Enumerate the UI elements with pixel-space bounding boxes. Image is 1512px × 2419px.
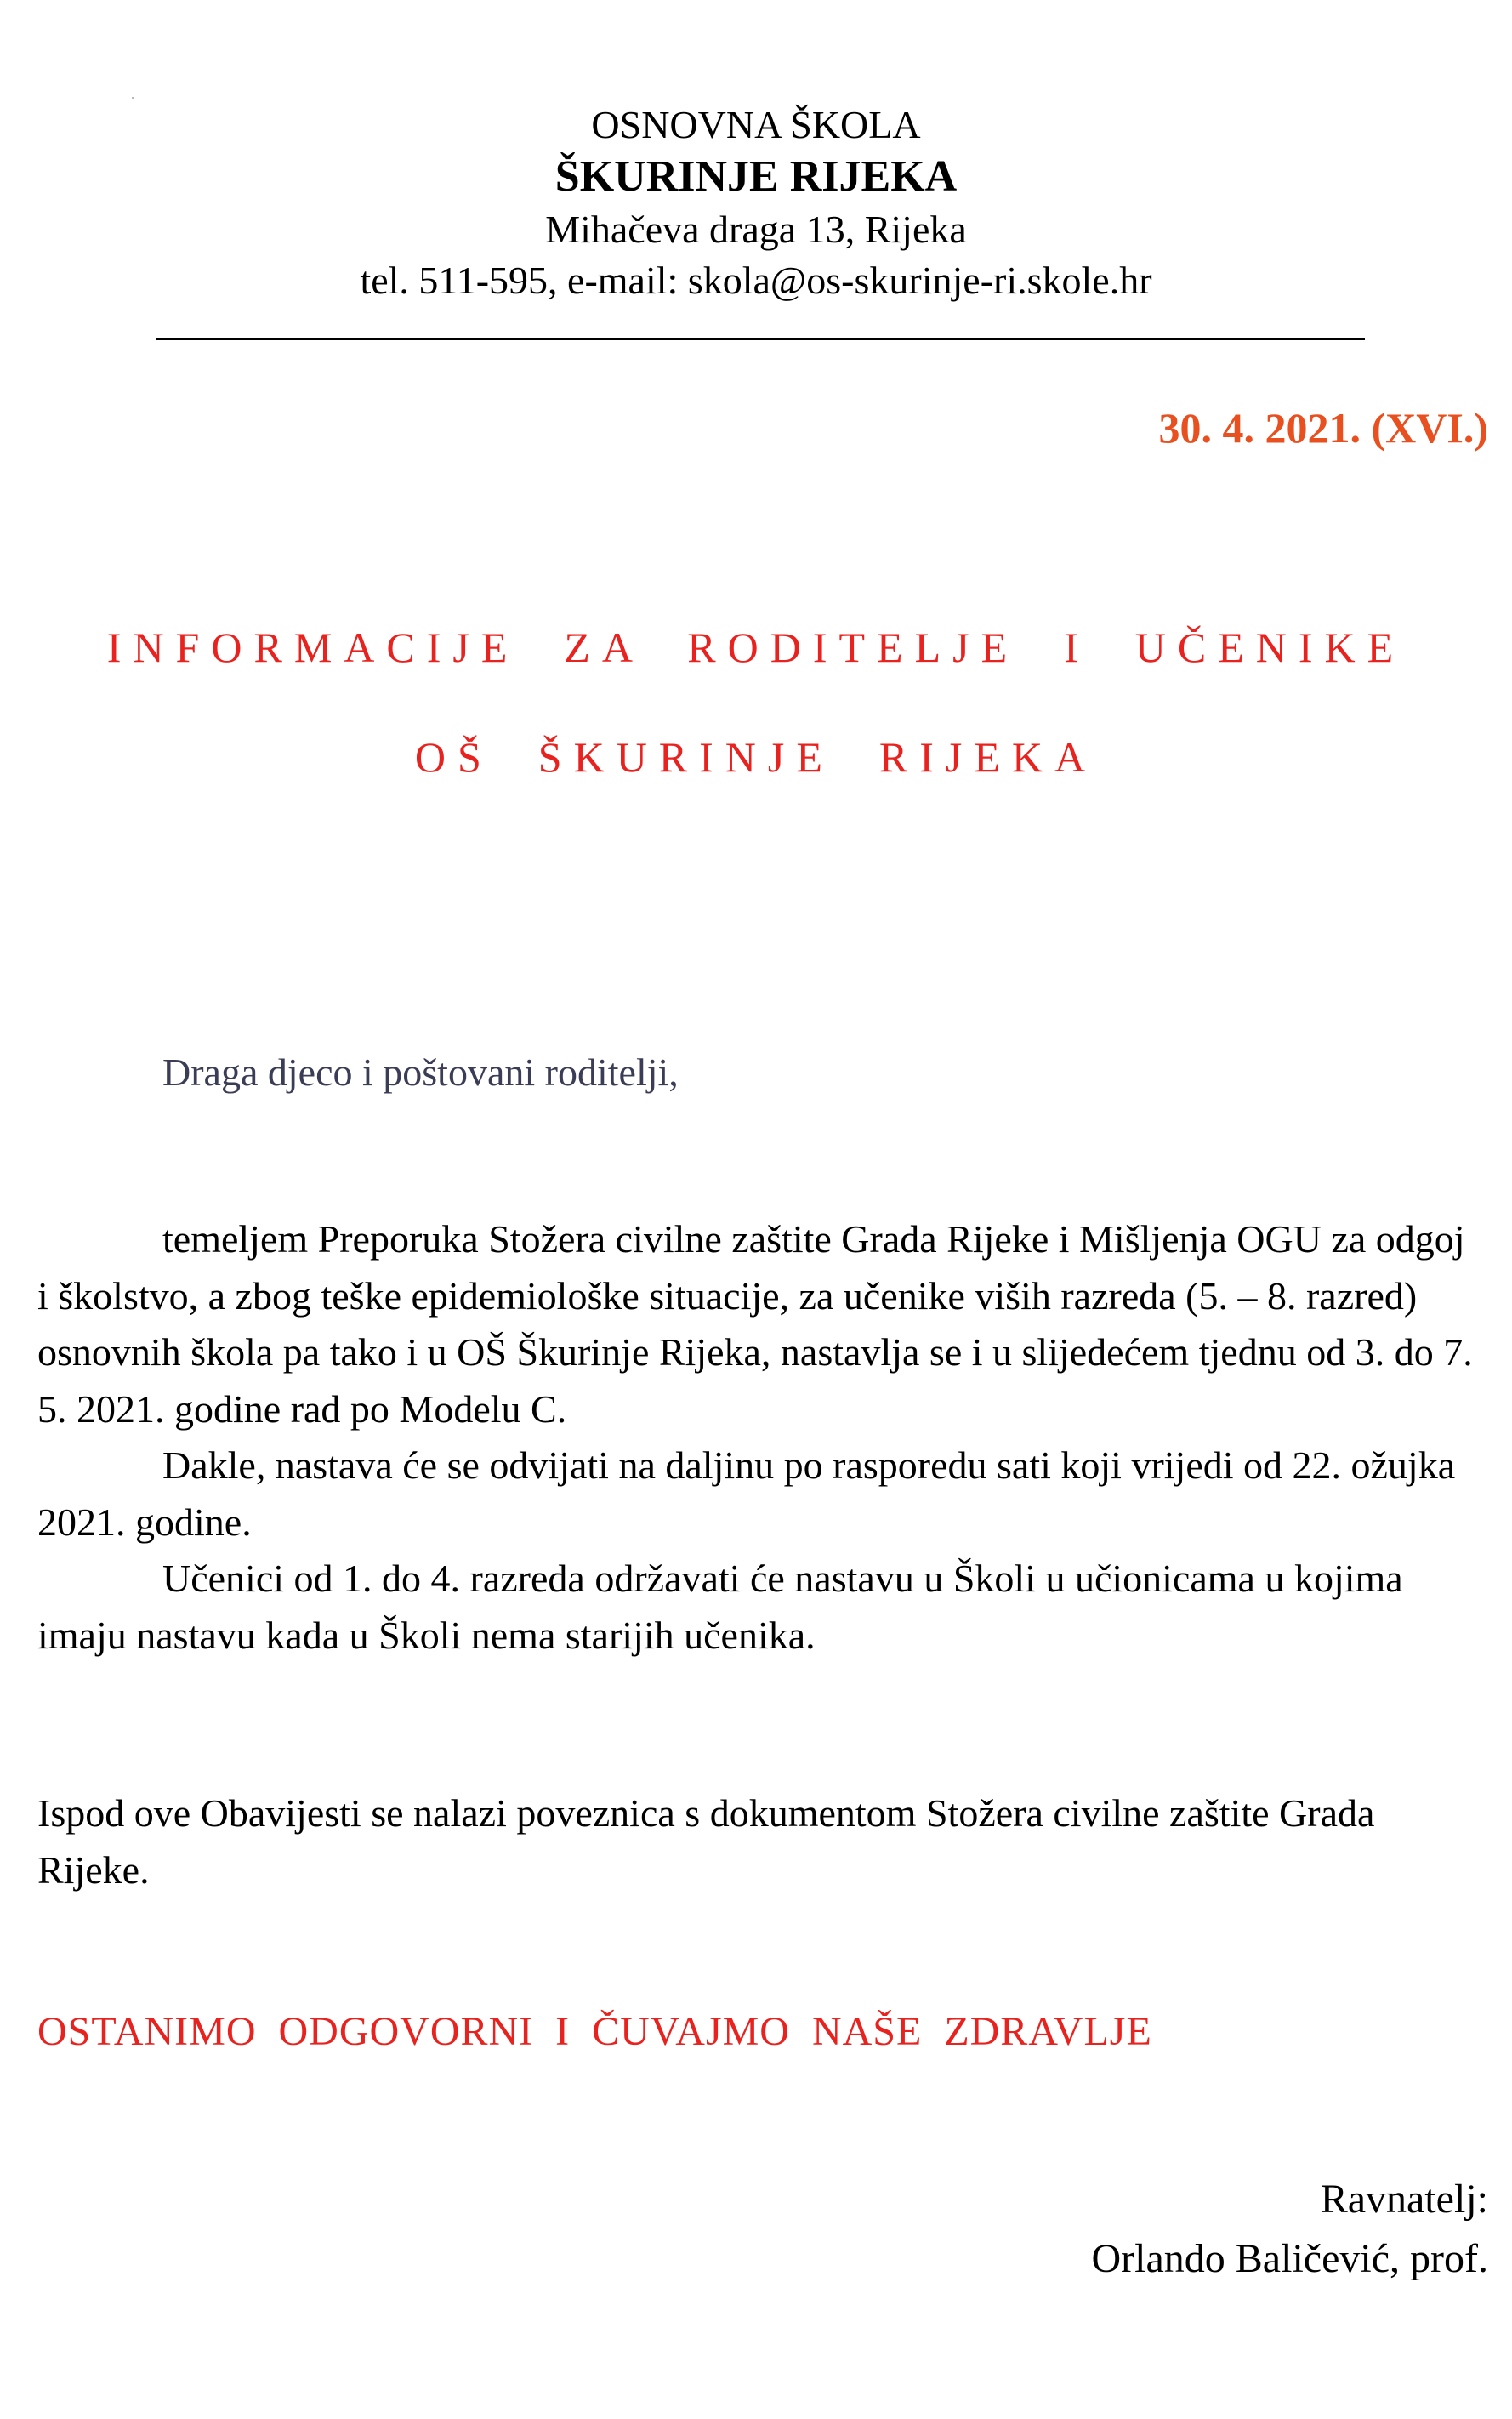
greeting: Draga djeco i poštovani roditelji, bbox=[162, 1050, 679, 1094]
letterhead bbox=[0, 100, 1512, 306]
body-text bbox=[37, 1211, 1483, 1664]
school-type: OSNOVNA ŠKOLA bbox=[591, 103, 921, 146]
letterhead-divider bbox=[156, 338, 1365, 340]
document-date: 30. 4. 2021. (XVI.) bbox=[1158, 404, 1488, 452]
body-paragraph-2: Dakle, nastava će se odvijati na daljinu po rasporedu sati koji vrijedi od 22. ožujka 2021. godine. bbox=[37, 1443, 1456, 1544]
signature-role: Ravnatelj: bbox=[1320, 2177, 1488, 2222]
document-title-line-1: INFORMACIJE ZA RODITELJE I UČENIKE bbox=[106, 623, 1406, 671]
school-name: ŠKURINJE RIJEKA bbox=[554, 152, 958, 201]
document-title-line-2: OŠ ŠKURINJE RIJEKA bbox=[414, 733, 1098, 781]
motto: OSTANIMO ODGOVORNI I ČUVAJMO NAŠE ZDRAVLJE bbox=[37, 2009, 1152, 2054]
body-paragraph-3: Učenici od 1. do 4. razreda održavati će nastavu u Školi u učionicama u kojima imaju nastavu kada u Školi nema starijih učenika. bbox=[37, 1557, 1403, 1657]
school-address: Mihačeva draga 13, Rijeka bbox=[545, 208, 967, 251]
signature-block bbox=[1092, 2170, 1489, 2289]
school-contact: tel. 511-595, e-mail: skola@os-skurinje-ri.skole.hr bbox=[360, 259, 1152, 302]
body-paragraph-1: temeljem Preporuka Stožera civilne zaštite Grada Rijeke i Mišljenja OGU za odgoj i školstvo, a zbog teške epidemiološke situacije, za učenike viših razreda (5. – 8. razred) osnovnih škola pa tako i u OŠ Škurinje Rijeka, nastavlja se i u slijedećem tjednu od 3. do 7. 5. 2021. godine rad po Modelu C. bbox=[37, 1217, 1473, 1431]
scan-speck bbox=[132, 97, 134, 99]
signature-name: Orlando Baličević, prof. bbox=[1091, 2236, 1488, 2281]
link-note: Ispod ove Obavijesti se nalazi poveznica s dokumentom Stožera civilne zaštite Grada Rijeke. bbox=[37, 1791, 1375, 1892]
